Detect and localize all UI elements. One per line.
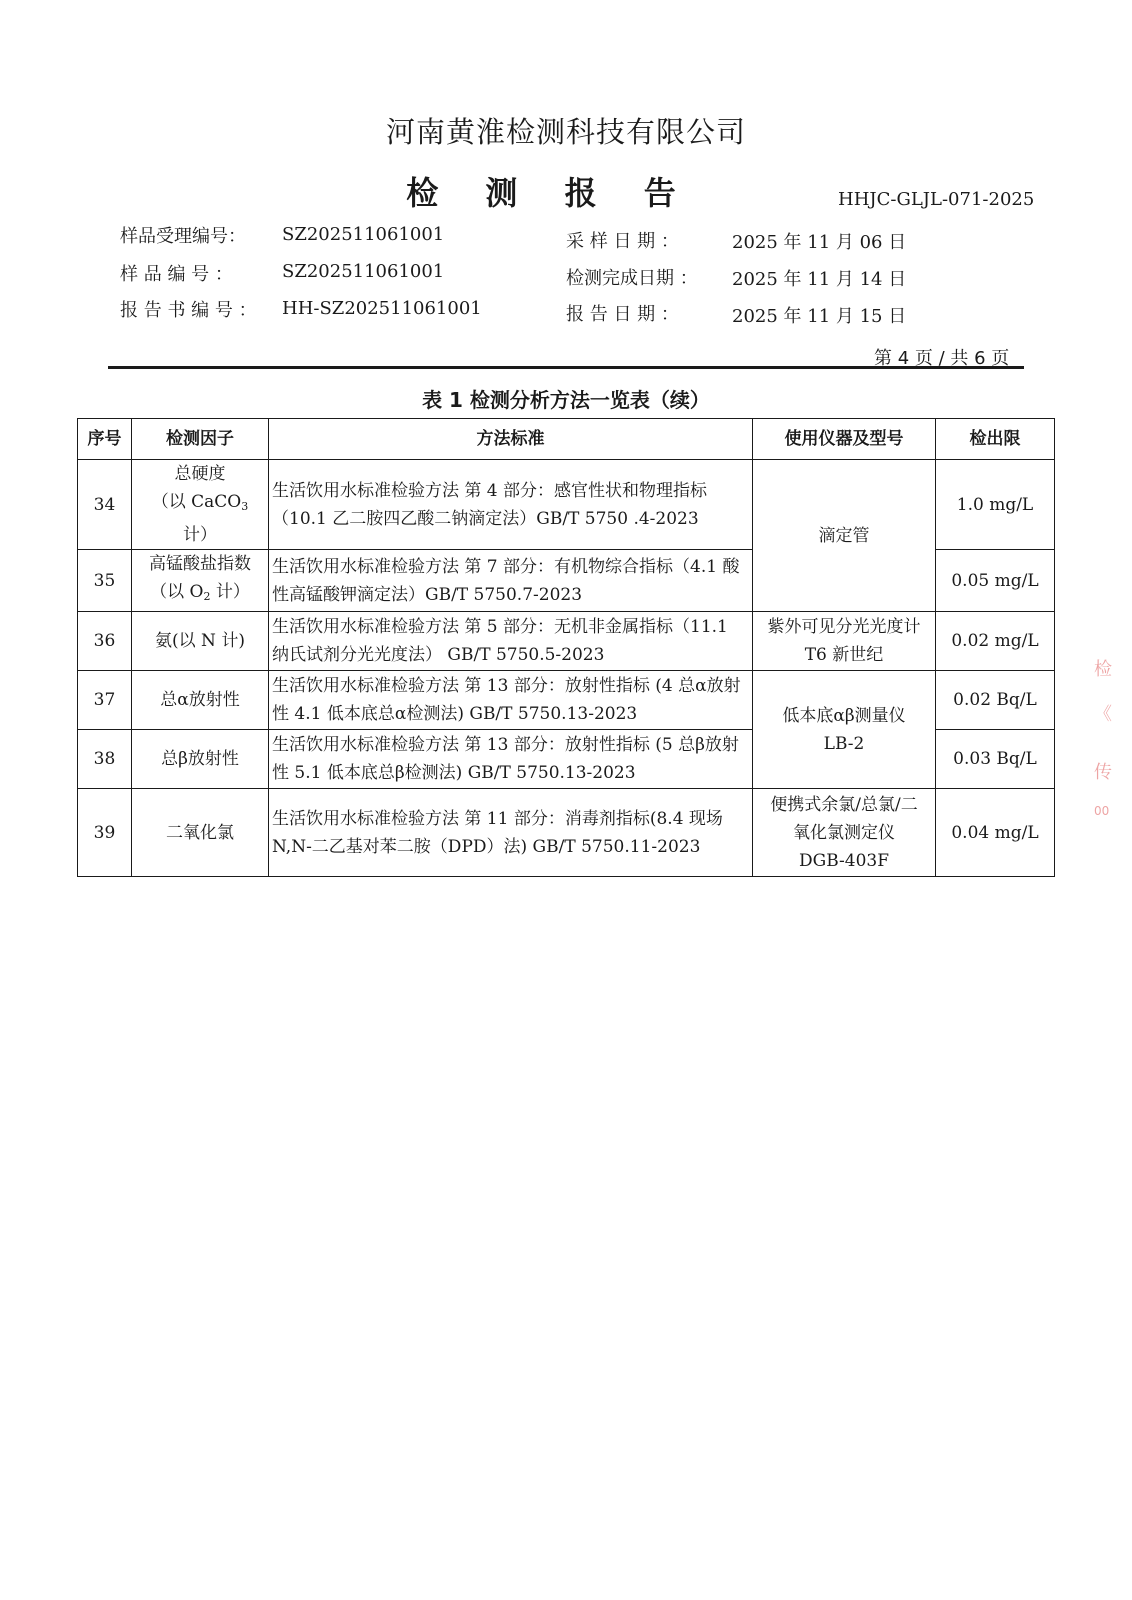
factor-post: 计） — [210, 582, 250, 602]
row-factor — [132, 550, 269, 612]
accept-no-value: SZ202511061001 — [282, 224, 445, 245]
seal-stamp-fragment-4: 00 — [1094, 804, 1110, 818]
instrument-model: DGB-403F — [798, 850, 889, 871]
factor-pre: （以 O — [150, 582, 204, 602]
row-limit: 0.02 mg/L — [936, 612, 1055, 671]
seal-stamp-fragment-1: 检 — [1094, 659, 1112, 680]
factor-basis — [135, 488, 265, 549]
table-row — [78, 789, 1055, 877]
methods-table — [77, 418, 1055, 877]
instrument-name: 紫外可见分光光度计 — [767, 617, 921, 637]
header-divider — [108, 366, 1024, 369]
table-row — [78, 460, 1055, 550]
row-limit: 0.03 Bq/L — [936, 730, 1055, 789]
row-method: 生活饮用水标准检验方法 第 11 部分：消毒剂指标(8.4 现场 N,N-二乙基对苯二胺（DPD）法) GB/T 5750.11-2023 — [269, 789, 753, 877]
row-limit: 0.04 mg/L — [936, 789, 1055, 877]
header-factor: 检测因子 — [132, 419, 269, 460]
instrument-model: T6 新世纪 — [804, 645, 884, 665]
sample-no-label: 样 品 编 号 ： — [120, 264, 233, 285]
header-no: 序号 — [78, 419, 132, 460]
factor-main: 总硬度 — [174, 464, 226, 484]
row-factor: 总β放射性 — [132, 730, 269, 789]
factor-pre: （以 CaCO — [151, 492, 242, 512]
instrument-name-cont: 氧化氯测定仪 — [793, 822, 895, 843]
sampling-date-value: 2025 年 11 月 06 日 — [732, 232, 907, 253]
row-instrument — [753, 612, 936, 671]
table-row — [78, 612, 1055, 671]
header-limit: 检出限 — [936, 419, 1055, 460]
report-title: 检 测 报 告 — [406, 174, 694, 212]
row-limit: 0.02 Bq/L — [936, 671, 1055, 730]
row-no: 38 — [78, 730, 132, 789]
header-method: 方法标准 — [269, 419, 753, 460]
row-no: 35 — [78, 550, 132, 612]
row-method: 生活饮用水标准检验方法 第 13 部分：放射性指标 (5 总β放射性 5.1 低本底总β检测法) GB/T 5750.13-2023 — [269, 730, 753, 789]
row-method: 生活饮用水标准检验方法 第 13 部分：放射性指标 (4 总α放射性 4.1 低本底总α检测法) GB/T 5750.13-2023 — [269, 671, 753, 730]
row-method: 生活饮用水标准检验方法 第 7 部分：有机物综合指标（4.1 酸性高锰酸钾滴定法）GB/T 5750.7-2023 — [269, 550, 753, 612]
row-factor: 二氧化氯 — [132, 789, 269, 877]
accept-no-label: 样品受理编号： — [120, 226, 246, 247]
page-indicator: 第 4 页 / 共 6 页 — [874, 348, 1010, 369]
header-instrument: 使用仪器及型号 — [753, 419, 936, 460]
seal-stamp-fragment-3: 传 — [1094, 762, 1112, 783]
seal-stamp-fragment-2: 《 — [1094, 704, 1112, 725]
row-instrument — [753, 671, 936, 789]
row-no: 36 — [78, 612, 132, 671]
report-no-label: 报 告 书 编 号 ： — [120, 300, 257, 321]
report-no-value: HH-SZ202511061001 — [282, 298, 482, 319]
table-caption: 表 1 检测分析方法一览表（续） — [422, 388, 710, 412]
row-no: 34 — [78, 460, 132, 550]
table-row — [78, 671, 1055, 730]
row-method: 生活饮用水标准检验方法 第 5 部分：无机非金属指标（11.1 纳氏试剂分光光度法） GB/T 5750.5-2023 — [269, 612, 753, 671]
row-limit: 0.05 mg/L — [936, 550, 1055, 612]
row-method: 生活饮用水标准检验方法 第 4 部分：感官性状和物理指标（10.1 乙二胺四乙酸二钠滴定法）GB/T 5750 .4-2023 — [269, 460, 753, 550]
document-code: HHJC-GLJL-071-2025 — [838, 189, 1035, 210]
row-factor: 总α放射性 — [132, 671, 269, 730]
factor-post: 计） — [183, 525, 217, 545]
row-no: 39 — [78, 789, 132, 877]
factor-subscript: 3 — [241, 500, 249, 513]
row-instrument: 滴定管 — [753, 460, 936, 612]
factor-main: 高锰酸盐指数 — [149, 554, 251, 574]
factor-basis — [135, 578, 265, 611]
complete-date-value: 2025 年 11 月 14 日 — [732, 269, 907, 290]
table-header-row — [78, 419, 1055, 460]
report-date-label: 报 告 日 期 ： — [566, 304, 679, 325]
report-date-value: 2025 年 11 月 15 日 — [732, 306, 907, 327]
company-name: 河南黄淮检测科技有限公司 — [385, 115, 746, 149]
instrument-name: 低本底αβ测量仪 — [782, 705, 906, 726]
row-instrument — [753, 789, 936, 877]
row-limit: 1.0 mg/L — [936, 460, 1055, 550]
sample-no-value: SZ202511061001 — [282, 261, 445, 282]
row-no: 37 — [78, 671, 132, 730]
instrument-model: LB-2 — [823, 733, 865, 754]
instrument-name: 便携式余氯/总氯/二 — [770, 794, 918, 815]
row-factor: 氨(以 N 计) — [132, 612, 269, 671]
complete-date-label: 检测完成日期 ： — [566, 268, 698, 289]
row-factor — [132, 460, 269, 550]
sampling-date-label: 采 样 日 期 ： — [566, 231, 679, 252]
factor-subscript: 2 — [203, 590, 211, 603]
